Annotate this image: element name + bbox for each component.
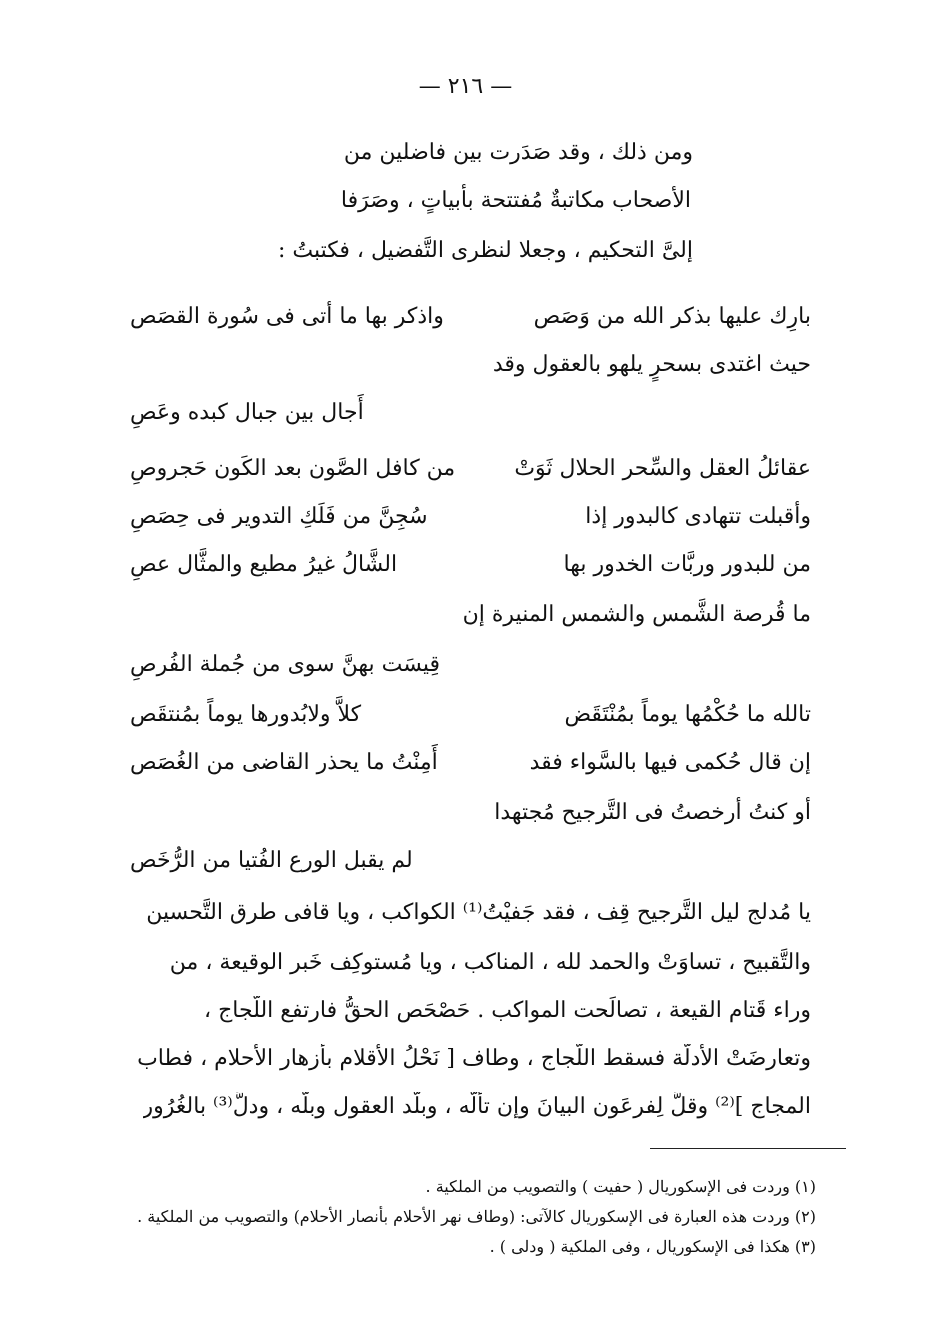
footnote: (٢) وردت هذه العبارة فى الإسكوريال كالآتى: (وطاف نهر الأحلام بأنصار الأحلام) والتصويب من الملكية . [137, 1207, 816, 1226]
verse-hemistich-right: أو كنتُ أرخصتُ فى التَّرجيح مُجتهدا [494, 800, 811, 825]
prose-line: والتَّقبيح ، تساوَتْ والحمد لله ، المناكب ، ويا مُستوكِف خَبر الوقيعة ، من [169, 950, 811, 975]
verse-hemistich-right: عقائلُ العقل والسِّحر الحلال ثَوَتْ [514, 456, 811, 481]
verse-hemistich-right: تالله ما حُكْمُها يوماً بمُنْتَقَض [564, 702, 811, 727]
verse-hemistich-right: إن قال حُكمى فيها بالسَّواء فقد [529, 750, 811, 775]
verse-hemistich-left: الشَّالُ غيرُ مطيع والمثَّال عصِ [130, 552, 398, 577]
intro-line: ومن ذلك ، وقد صَدَرت بين فاضلين من [343, 140, 693, 165]
verse-hemistich-right: من للبدور وربَّات الخدور بها [563, 552, 811, 577]
verse-hemistich-right: حيث اغتدى بسحرٍ يلهو بالعقول وقد [492, 352, 811, 377]
verse-hemistich-left: أَمِنْتُ ما يحذر القاضى من الغُصَص [130, 750, 438, 775]
page-number: — ٢١٦ — [418, 74, 513, 99]
prose-line: يا مُدلج ليل التَّرجيح قِف ، فقد جَفيْتُ⁽¹⁾ الكواكب ، ويا قافى طرق التَّحسين [146, 900, 811, 925]
verse-hemistich-left: لم يقبل الورع الفُتيا من الرُّخَص [130, 848, 413, 873]
footnote: (١) وردت فى الإسكوريال ( حفيت ) والتصويب من الملكية . [425, 1177, 816, 1196]
verse-hemistich-left: قِيسَت بهنَّ سوى من جُملة الفُرصِ [130, 652, 440, 677]
verse-hemistich-right: ما قُرصة الشَّمس والشمس المنيرة إن [462, 602, 811, 627]
verse-hemistich-left: سُجِنَّ من فَلَكِ التدوير فى حِصَصِ [130, 504, 428, 529]
verse-hemistich-left: من كافل الصَّون بعد الكَون حَجروصِ [130, 456, 456, 481]
prose-line: وراء قَتام القيعة ، تصالَحت المواكب . حَصْحَص الحقُّ فارتفع اللَّجاج ، [204, 998, 811, 1023]
intro-line: إلىَّ التحكيم ، وجعلا لنظرى التَّفضيل ، فكتبتُ : [277, 238, 693, 263]
prose-line: المجاج ]⁽²⁾ وقلَّ لِفرعَون البيانَ وإن تألَّه ، وبلَّد العقول وبلَّه ، ودلَّ⁽³⁾ بالغُرُور [142, 1094, 811, 1119]
verse-hemistich-left: أَجال بين جبال كبده وعَصِ [130, 400, 364, 425]
prose-line: وتعارضَتْ الأدلَّة فسقط اللُّجاج ، وطاف [ نَحْلُ الأقلام بأزهار الأحلام ، فطاب [137, 1046, 811, 1071]
verse-hemistich-left: واذكر بها ما أتى فى سُورة القصَص [130, 304, 444, 329]
footnote: (٣) هكذا فى الإسكوريال ، وفى الملكية ( ودلى ) . [489, 1237, 816, 1256]
verse-hemistich-left: كلاَّ ولابُدورها يوماً بمُنتقَص [130, 702, 362, 727]
footnote-divider [650, 1148, 846, 1149]
verse-hemistich-right: بارِك عليها بذكر الله من وَصَص [533, 304, 811, 329]
verse-hemistich-right: وأقبلت تتهادى كالبدور إذا [585, 504, 811, 529]
intro-line: الأصحاب مكاتبةٌ مُفتتحة بأبياتٍ ، وصَرَفا [340, 188, 691, 213]
